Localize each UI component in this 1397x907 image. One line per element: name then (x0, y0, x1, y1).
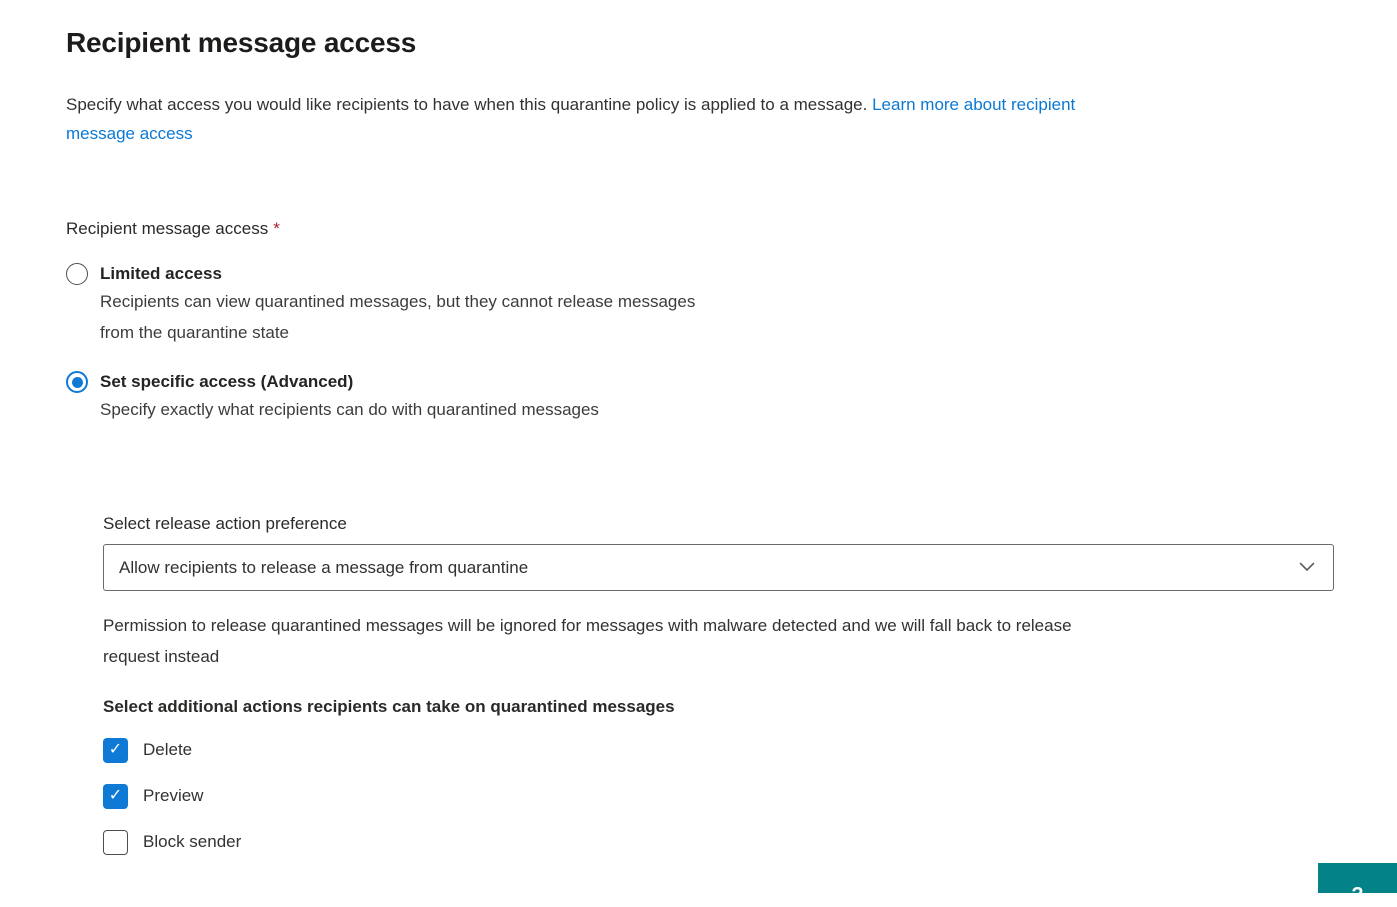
checkbox-row-preview[interactable] (103, 783, 1397, 809)
learn-more-link[interactable]: Learn more about recipient message access (66, 95, 1076, 143)
radio-option-set-specific-access[interactable] (66, 370, 1397, 425)
release-action-dropdown[interactable] (103, 544, 1334, 591)
checkbox-row-block-sender[interactable] (103, 829, 1397, 855)
preview-checkbox-label: Preview (143, 786, 204, 805)
radio-description: Recipients can view quarantined messages, but they cannot release messages from the quarantine state (100, 292, 696, 342)
block-sender-checkbox-label: Block sender (143, 832, 242, 851)
page-description (66, 90, 1351, 148)
checkmark-icon: ✓ (108, 787, 123, 804)
page-title: Recipient message access (66, 27, 417, 58)
advanced-access-section (103, 512, 1397, 855)
delete-checkbox-label: Delete (143, 740, 193, 759)
chevron-down-icon (1299, 559, 1315, 577)
preview-checkbox[interactable] (103, 784, 128, 809)
release-action-dropdown-value: Allow recipients to release a message from quarantine (119, 557, 529, 577)
additional-actions-label: Select additional actions recipients can take on quarantined messages (103, 697, 675, 716)
question-mark-icon: ? (1351, 884, 1364, 906)
field-label-recipient-message-access: Recipient message access * (66, 219, 280, 238)
required-asterisk: * (273, 219, 280, 238)
radio-option-limited-access[interactable] (66, 262, 1397, 348)
page-description-text: Specify what access you would like recipients to have when this quarantine policy is applied to a message. (66, 95, 868, 114)
help-button[interactable] (1318, 863, 1397, 906)
checkbox-row-delete[interactable] (103, 737, 1397, 763)
radio-label-set-specific-access: Set specific access (Advanced) (100, 372, 354, 391)
radio-label-limited-access: Limited access (100, 264, 222, 283)
block-sender-checkbox[interactable] (103, 830, 128, 855)
delete-checkbox[interactable] (103, 738, 128, 763)
radio-dot (72, 377, 83, 388)
malware-release-note: Permission to release quarantined messages will be ignored for messages with malware detected and we will fall back to release request instead (103, 616, 1072, 666)
radio-unselected-icon[interactable] (66, 263, 88, 285)
checkmark-icon: ✓ (108, 741, 123, 758)
radio-selected-icon[interactable] (66, 371, 88, 393)
radio-description: Specify exactly what recipients can do with quarantined messages (100, 400, 599, 419)
release-action-label: Select release action preference (103, 514, 347, 533)
recipient-access-radio-group (66, 262, 1397, 425)
